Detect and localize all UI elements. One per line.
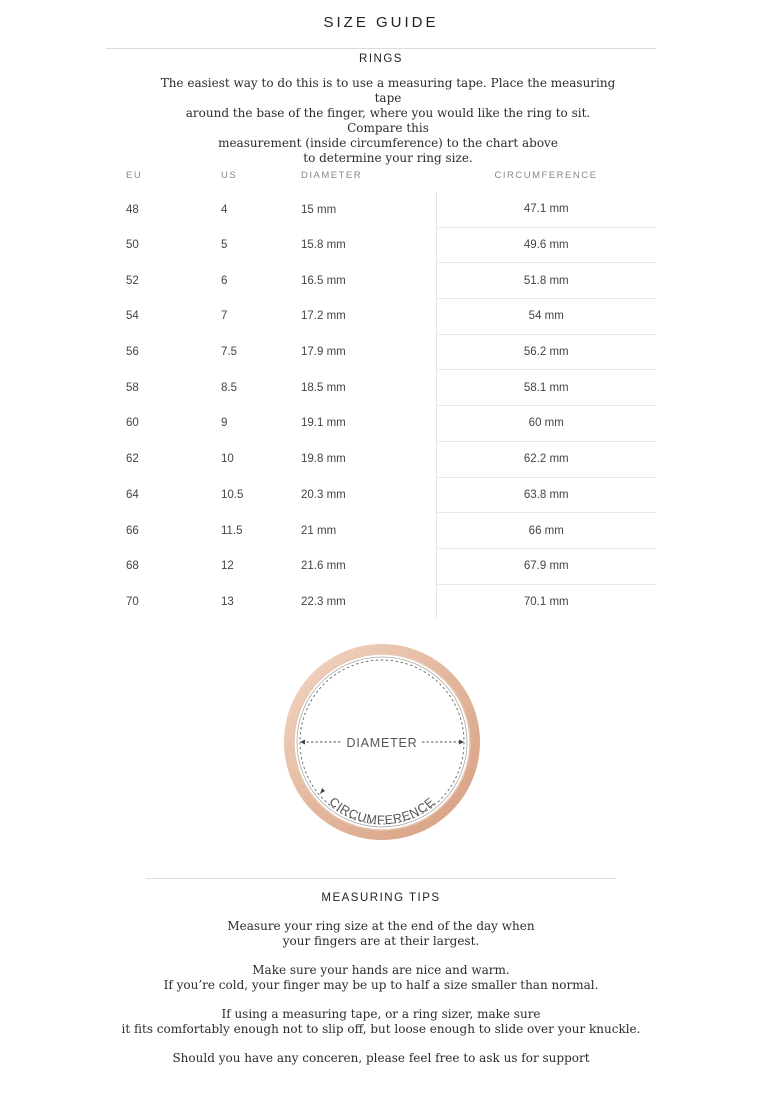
cell-circumference: 70.1 mm xyxy=(436,584,656,619)
cell-diameter: 19.8 mm xyxy=(301,453,346,466)
cell-us: 12 xyxy=(221,560,234,573)
cell-eu: 62 xyxy=(126,453,139,466)
cell-diameter: 17.9 mm xyxy=(301,346,346,359)
cell-us: 11.5 xyxy=(221,524,243,537)
tip-paragraph xyxy=(106,919,656,949)
table-row xyxy=(106,227,656,263)
table-body xyxy=(106,192,656,619)
cell-eu: 58 xyxy=(126,381,139,394)
cell-diameter: 21.6 mm xyxy=(301,560,346,573)
cell-circumference: 62.2 mm xyxy=(436,441,656,477)
tips-divider xyxy=(146,878,616,879)
table-row xyxy=(106,548,656,584)
cell-diameter: 18.5 mm xyxy=(301,381,346,394)
intro-line: to determine your ring size. xyxy=(303,151,473,165)
column-header-diameter: DIAMETER xyxy=(301,169,363,181)
cell-eu: 66 xyxy=(126,524,139,537)
tip-line: If using a measuring tape, or a ring sizer, make sure xyxy=(221,1007,541,1021)
tip-line: your fingers are at their largest. xyxy=(282,934,480,948)
intro-line: The easiest way to do this is to use a measuring tape. Place the measuring tape xyxy=(160,76,616,105)
rings-intro xyxy=(160,76,616,166)
cell-us: 9 xyxy=(221,417,228,430)
cell-eu: 50 xyxy=(126,239,139,252)
tip-paragraph xyxy=(106,1007,656,1037)
cell-us: 5 xyxy=(221,239,228,252)
cell-diameter: 20.3 mm xyxy=(301,488,346,501)
table-row xyxy=(106,477,656,513)
cell-circumference: 60 mm xyxy=(436,406,656,442)
cell-eu: 54 xyxy=(126,310,139,323)
cell-diameter: 19.1 mm xyxy=(301,417,346,430)
cell-us: 6 xyxy=(221,274,228,287)
circumference-label: CIRCUMFERENCE xyxy=(326,794,438,828)
tip-line: If you’re cold, your finger may be up to half a size smaller than normal. xyxy=(163,978,599,992)
cell-eu: 60 xyxy=(126,417,139,430)
table-row xyxy=(106,334,656,370)
cell-diameter: 22.3 mm xyxy=(301,595,346,608)
ring-size-table xyxy=(106,158,656,619)
cell-diameter: 17.2 mm xyxy=(301,310,346,323)
table-row xyxy=(106,441,656,477)
tips-heading: MEASURING TIPS xyxy=(321,892,441,904)
table-row xyxy=(106,299,656,335)
cell-circumference: 54 mm xyxy=(436,299,656,335)
cell-circumference: 58.1 mm xyxy=(436,370,656,406)
cell-diameter: 16.5 mm xyxy=(301,274,346,287)
cell-diameter: 15.8 mm xyxy=(301,239,346,252)
cell-circumference: 66 mm xyxy=(436,513,656,549)
cell-eu: 56 xyxy=(126,346,139,359)
measuring-tips xyxy=(106,919,656,1080)
table-row xyxy=(106,192,656,227)
cell-us: 8.5 xyxy=(221,381,237,394)
page-title: SIZE GUIDE xyxy=(323,14,439,31)
cell-diameter: 21 mm xyxy=(301,524,337,537)
tip-line: Measure your ring size at the end of the day when xyxy=(227,919,535,933)
intro-line: measurement (inside circumference) to the chart above xyxy=(218,136,558,150)
column-header-us: US xyxy=(221,169,238,181)
column-header-circumference: CIRCUMFERENCE xyxy=(494,169,598,181)
tip-paragraph xyxy=(106,1051,656,1066)
cell-eu: 68 xyxy=(126,560,139,573)
cell-us: 4 xyxy=(221,203,228,216)
intro-line: around the base of the finger, where you would like the ring to sit. Compare this xyxy=(185,106,591,135)
tip-paragraph xyxy=(106,963,656,993)
tip-line: Should you have any conceren, please feel free to ask us for support xyxy=(172,1051,590,1065)
tip-line: it fits comfortably enough not to slip off, but loose enough to slide over your knuckle. xyxy=(121,1022,641,1036)
cell-eu: 70 xyxy=(126,595,139,608)
rings-heading: RINGS xyxy=(359,53,403,65)
cell-circumference: 49.6 mm xyxy=(436,227,656,263)
cell-circumference: 56.2 mm xyxy=(436,334,656,370)
cell-circumference: 47.1 mm xyxy=(436,192,656,227)
cell-us: 10.5 xyxy=(221,488,244,501)
tip-line: Make sure your hands are nice and warm. xyxy=(252,963,510,977)
cell-us: 13 xyxy=(221,595,234,608)
column-header-eu: EU xyxy=(126,169,143,181)
cell-circumference: 51.8 mm xyxy=(436,263,656,299)
cell-eu: 52 xyxy=(126,274,139,287)
cell-circumference: 67.9 mm xyxy=(436,548,656,584)
cell-us: 7.5 xyxy=(221,346,237,359)
diameter-label: DIAMETER xyxy=(346,736,418,750)
table-row xyxy=(106,513,656,549)
ring-diagram xyxy=(278,638,486,846)
top-divider xyxy=(106,48,656,49)
cell-diameter: 15 mm xyxy=(301,203,337,216)
cell-eu: 64 xyxy=(126,488,139,501)
cell-circumference: 63.8 mm xyxy=(436,477,656,513)
table-row xyxy=(106,263,656,299)
cell-us: 7 xyxy=(221,310,228,323)
table-row xyxy=(106,406,656,442)
cell-us: 10 xyxy=(221,453,234,466)
table-row xyxy=(106,584,656,619)
table-row xyxy=(106,370,656,406)
table-header-row xyxy=(106,158,656,192)
cell-eu: 48 xyxy=(126,203,139,216)
